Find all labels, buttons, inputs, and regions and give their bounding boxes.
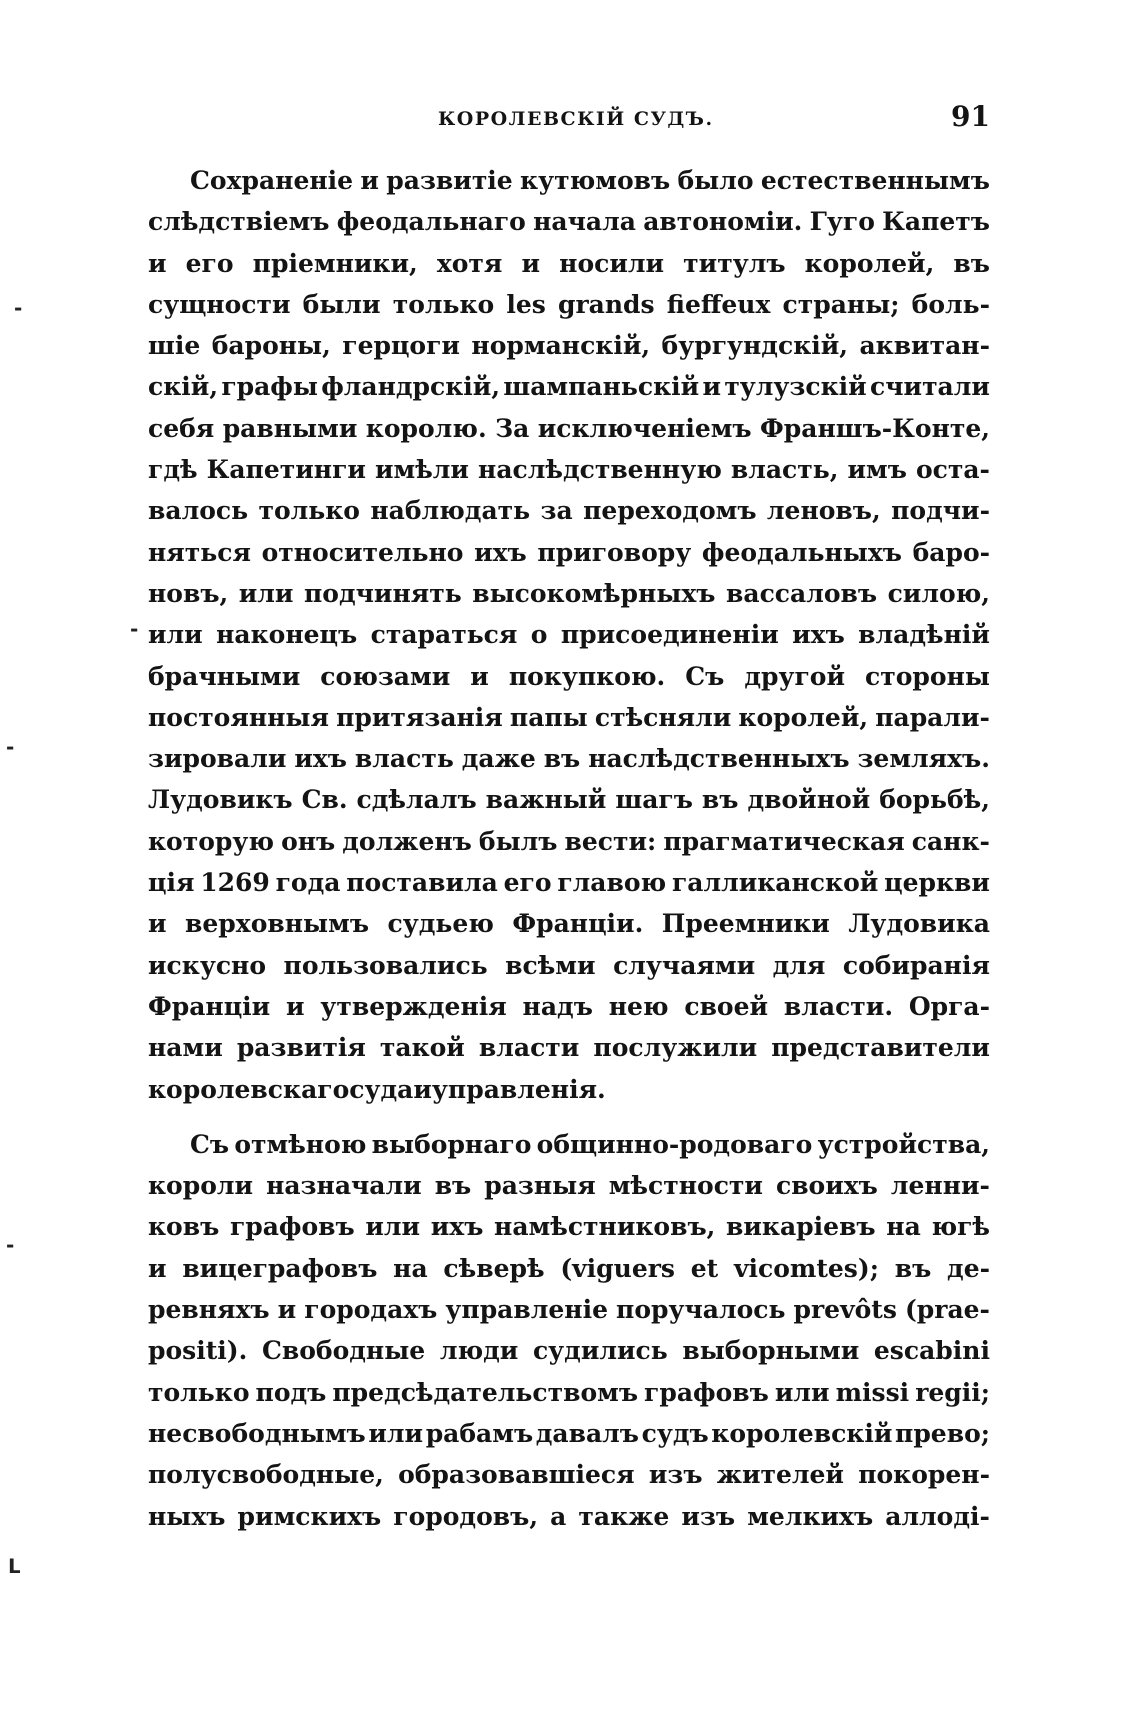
word: покорен- xyxy=(858,1460,990,1490)
page-number: 91 xyxy=(951,100,990,133)
word: нами xyxy=(148,1033,223,1063)
page-header xyxy=(148,100,990,140)
word: власти xyxy=(478,1033,580,1063)
word: которую xyxy=(148,826,275,856)
body-text xyxy=(148,160,990,1537)
word: развитіе xyxy=(386,166,513,195)
word: prevôts xyxy=(793,1295,897,1325)
word: королю. xyxy=(365,413,487,443)
word: шагъ xyxy=(615,785,693,815)
text-line xyxy=(148,490,990,531)
text-line xyxy=(148,1413,990,1454)
word: на xyxy=(393,1253,428,1283)
word: въ xyxy=(434,1171,472,1201)
text-line xyxy=(148,945,990,986)
word: викаріевъ xyxy=(726,1212,876,1242)
word: полусвободные, xyxy=(148,1460,384,1490)
word: въ xyxy=(894,1253,932,1283)
word: ихъ xyxy=(792,620,845,650)
word: positi). xyxy=(148,1336,248,1366)
word: судьею xyxy=(387,909,494,939)
word: рабамъ xyxy=(425,1418,534,1448)
word: брачными xyxy=(148,661,301,691)
text-line xyxy=(148,449,990,490)
word: леновъ, xyxy=(766,496,881,526)
word: силою, xyxy=(887,578,990,608)
word: носили xyxy=(559,248,665,278)
word: власть, xyxy=(730,455,839,485)
word: онъ xyxy=(281,826,336,856)
word: судъ xyxy=(641,1418,709,1448)
word: ленни- xyxy=(890,1171,990,1201)
margin-mark: - xyxy=(14,296,23,320)
word: стѣсняли xyxy=(594,702,732,732)
word: мѣстности xyxy=(608,1171,763,1201)
word: зировали xyxy=(148,744,287,774)
word: 1269 xyxy=(200,868,270,898)
word: земляхъ. xyxy=(857,744,990,774)
text-line xyxy=(148,738,990,779)
word: поставила xyxy=(346,868,498,898)
word: римскихъ xyxy=(237,1501,382,1531)
word: разныя xyxy=(484,1171,596,1201)
word: тулузскій xyxy=(724,372,867,402)
word: мелкихъ xyxy=(747,1501,874,1531)
word: няться xyxy=(148,537,251,567)
word: власть xyxy=(354,744,454,774)
text-line xyxy=(148,656,990,697)
word: наслѣдственную xyxy=(478,455,722,485)
word: его xyxy=(503,868,552,898)
word: ихъ xyxy=(474,537,527,567)
word: назначали xyxy=(266,1171,422,1201)
word: страны; xyxy=(782,289,900,319)
word: подчи- xyxy=(891,496,990,526)
word: поручалось xyxy=(616,1295,786,1325)
word: относительно xyxy=(261,537,464,567)
word: Свободные xyxy=(261,1336,426,1366)
word: былъ xyxy=(478,826,558,856)
word: высокомѣрныхъ xyxy=(472,578,716,608)
word: въ xyxy=(953,248,990,278)
word: искусно xyxy=(148,950,267,980)
word: верховнымъ xyxy=(185,909,369,939)
text-line xyxy=(148,821,990,862)
word: отмѣною xyxy=(234,1129,367,1159)
word: и xyxy=(521,248,541,278)
word: главою xyxy=(557,868,667,898)
margin-mark: - xyxy=(130,617,139,641)
word: ція xyxy=(148,868,195,898)
word: и xyxy=(148,248,167,278)
paragraph xyxy=(148,160,990,1110)
word: наблюдать xyxy=(370,496,531,526)
word: гдѣ xyxy=(148,455,198,485)
word: escabini xyxy=(873,1336,990,1366)
word: vicomtes); xyxy=(733,1253,879,1283)
word: Капетинги xyxy=(206,455,366,485)
word: жителей xyxy=(716,1460,844,1490)
word: пользовались xyxy=(283,950,488,980)
word: Франшъ-Конте, xyxy=(760,413,990,443)
word: les xyxy=(506,289,546,319)
word: прево; xyxy=(895,1418,990,1448)
word: скій, xyxy=(148,372,219,402)
paragraph xyxy=(148,1124,990,1537)
margin-mark: ᒪ xyxy=(8,1554,21,1578)
word: представители xyxy=(771,1033,990,1063)
word: только xyxy=(392,289,495,319)
word: несвободнымъ xyxy=(148,1418,366,1448)
text-line xyxy=(148,284,990,325)
word: развитія xyxy=(236,1033,366,1063)
word: королей, xyxy=(738,702,869,732)
word: или xyxy=(238,578,294,608)
word: исключеніемъ xyxy=(537,413,752,443)
word: Лудовика xyxy=(848,909,990,939)
word: и xyxy=(360,166,379,195)
word: выборнаго xyxy=(371,1129,532,1159)
word: считали xyxy=(870,372,990,402)
word: Преемники xyxy=(661,909,830,939)
word: сущности xyxy=(148,289,291,319)
word: было xyxy=(677,166,754,195)
text-line xyxy=(148,1289,990,1330)
word: ихъ xyxy=(430,1212,484,1242)
word: суда xyxy=(349,1074,414,1104)
word: устройства, xyxy=(817,1129,990,1159)
text-line xyxy=(148,1165,990,1206)
text-line xyxy=(148,1454,990,1495)
word: Франціи. xyxy=(512,909,644,939)
word: и xyxy=(148,1253,167,1283)
word: Съ xyxy=(685,661,725,691)
word: Гуго xyxy=(809,207,875,237)
word: власти. xyxy=(783,991,894,1021)
word: и xyxy=(470,661,489,691)
word: притязанія xyxy=(336,702,503,732)
word: даже xyxy=(461,744,536,774)
word: графы xyxy=(221,372,318,402)
word: Съ xyxy=(190,1129,230,1159)
word: своей xyxy=(684,991,769,1021)
text-line xyxy=(148,408,990,449)
word: (viguers xyxy=(560,1253,675,1283)
word: предсѣдательствомъ xyxy=(332,1377,639,1407)
word: изъ xyxy=(681,1501,736,1531)
word: или xyxy=(148,620,203,650)
paragraph-gap xyxy=(148,1110,990,1124)
word: короли xyxy=(148,1171,254,1201)
word: изъ xyxy=(648,1460,703,1490)
word: въ xyxy=(701,785,739,815)
word: собиранія xyxy=(842,950,990,980)
word: regii; xyxy=(915,1377,990,1407)
word: бургундскій, xyxy=(661,331,848,361)
word: его xyxy=(185,248,234,278)
word: бароны, xyxy=(211,331,331,361)
text-line xyxy=(148,1372,990,1413)
word: шампаньскій xyxy=(503,372,700,402)
word: года xyxy=(275,868,341,898)
word: двойной xyxy=(747,785,871,815)
word: люди xyxy=(439,1336,519,1366)
word: слѣдствіемъ xyxy=(148,207,330,237)
word: де- xyxy=(947,1253,990,1283)
text-line xyxy=(148,986,990,1027)
word: равными xyxy=(222,413,358,443)
word: ихъ xyxy=(294,744,347,774)
word: Орга- xyxy=(908,991,990,1021)
word: для xyxy=(772,950,826,980)
word: и xyxy=(277,1295,297,1325)
text-line xyxy=(148,1248,990,1289)
word: сѣверѣ xyxy=(443,1253,545,1283)
text-line xyxy=(148,201,990,242)
word: боль- xyxy=(911,289,990,319)
text-line xyxy=(148,862,990,903)
word: переходомъ xyxy=(583,496,757,526)
text-line xyxy=(148,903,990,944)
word: за xyxy=(540,496,573,526)
word: всѣми xyxy=(505,950,596,980)
word: а xyxy=(550,1501,567,1531)
word: ныхъ xyxy=(148,1501,226,1531)
word: надъ xyxy=(522,991,593,1021)
word: церкви xyxy=(884,868,990,898)
word: прагматическая xyxy=(663,826,905,856)
text-line xyxy=(148,1206,990,1247)
text-line xyxy=(148,779,990,820)
word: общинно-родоваго xyxy=(536,1129,813,1159)
word: шіе xyxy=(148,331,201,361)
word: Капетъ xyxy=(882,207,990,237)
word: missi xyxy=(835,1377,910,1407)
word: графовъ xyxy=(644,1377,769,1407)
word: королей, xyxy=(804,248,935,278)
word: городовъ, xyxy=(393,1501,539,1531)
text-line xyxy=(148,532,990,573)
word: стараться xyxy=(370,620,518,650)
word: Франціи xyxy=(148,991,271,1021)
word: давалъ xyxy=(535,1418,639,1448)
word: въ xyxy=(543,744,581,774)
word: имъ xyxy=(847,455,907,485)
word: своихъ xyxy=(775,1171,878,1201)
word: образовавшіеся xyxy=(398,1460,635,1490)
word: ковъ xyxy=(148,1212,220,1242)
word: кутюмовъ xyxy=(520,166,671,195)
text-line xyxy=(148,160,990,201)
word: себя xyxy=(148,413,215,443)
word: наконецъ xyxy=(216,620,358,650)
word: фландрскій, xyxy=(321,372,501,402)
word: стороны xyxy=(865,661,990,691)
word: галликанской xyxy=(671,868,879,898)
word: на xyxy=(886,1212,921,1242)
word: союзами xyxy=(320,661,451,691)
word: феодальнаго xyxy=(336,207,526,237)
text-line xyxy=(148,1069,990,1110)
word: и xyxy=(413,1074,432,1104)
word: имѣли xyxy=(374,455,469,485)
word: борьбѣ, xyxy=(879,785,990,815)
word: вицеграфовъ xyxy=(182,1253,378,1283)
word: выборными xyxy=(682,1336,860,1366)
word: или xyxy=(368,1418,424,1448)
word: хотя xyxy=(436,248,503,278)
word: югѣ xyxy=(931,1212,990,1242)
word: вести: xyxy=(564,826,657,856)
word: случаями xyxy=(613,950,756,980)
word: автономіи. xyxy=(643,207,803,237)
word: et xyxy=(690,1253,719,1283)
text-line xyxy=(148,1124,990,1165)
text-line xyxy=(148,614,990,655)
text-line xyxy=(148,366,990,407)
word: или xyxy=(774,1377,830,1407)
word: и xyxy=(148,909,167,939)
word: сдѣлалъ xyxy=(356,785,477,815)
text-line xyxy=(148,573,990,614)
text-line xyxy=(148,1496,990,1537)
word: папы xyxy=(509,702,588,732)
word: и xyxy=(702,372,722,402)
word: приговору xyxy=(537,537,692,567)
word: санк- xyxy=(911,826,990,856)
running-head: КОРОЛЕВСКІЙ СУДЪ. xyxy=(438,108,714,130)
word: аквитан- xyxy=(859,331,990,361)
word: судились xyxy=(532,1336,668,1366)
text-line xyxy=(148,325,990,366)
word: только xyxy=(258,496,360,526)
word: владѣній xyxy=(858,620,990,650)
text-line xyxy=(148,1330,990,1371)
word: долженъ xyxy=(342,826,472,856)
word: или xyxy=(365,1212,421,1242)
word: начала xyxy=(533,207,636,237)
word: присоединеніи xyxy=(560,620,779,650)
word: управленія. xyxy=(431,1074,606,1104)
word: важный xyxy=(485,785,607,815)
word: Сохраненіе xyxy=(190,166,354,195)
word: такой xyxy=(379,1033,465,1063)
word: герцоги xyxy=(342,331,460,361)
word: новъ, xyxy=(148,578,229,608)
text-line xyxy=(148,697,990,738)
word: городахъ xyxy=(304,1295,438,1325)
word: валось xyxy=(148,496,249,526)
word: управленіе xyxy=(445,1295,608,1325)
word: подъ xyxy=(255,1377,327,1407)
word: королевскаго xyxy=(148,1074,350,1104)
text-line xyxy=(148,243,990,284)
word: королевскій xyxy=(711,1418,893,1448)
word: утвержденія xyxy=(320,991,507,1021)
word: fieffeux xyxy=(666,289,771,319)
word: наслѣдственныхъ xyxy=(588,744,850,774)
word: только xyxy=(148,1377,250,1407)
word: постоянныя xyxy=(148,702,329,732)
word: За xyxy=(495,413,530,443)
word: Св. xyxy=(301,785,348,815)
word: Лудовикъ xyxy=(148,785,293,815)
word: намѣстниковъ, xyxy=(494,1212,716,1242)
word: титулъ xyxy=(683,248,786,278)
word: подчинять xyxy=(303,578,462,608)
margin-mark: - xyxy=(6,1233,15,1257)
word: (prae- xyxy=(904,1295,990,1325)
word: парали- xyxy=(875,702,990,732)
word: пріемники, xyxy=(252,248,418,278)
margin-mark: - xyxy=(6,735,15,759)
word: и xyxy=(286,991,305,1021)
word: послужили xyxy=(593,1033,758,1063)
text-line xyxy=(148,1027,990,1068)
word: оста- xyxy=(915,455,990,485)
word: баро- xyxy=(912,537,990,567)
word: ревняхъ xyxy=(148,1295,270,1325)
word: аллоді- xyxy=(885,1501,990,1531)
word: феодальныхъ xyxy=(701,537,902,567)
word: норманскій, xyxy=(471,331,651,361)
word: вассаловъ xyxy=(726,578,878,608)
word: также xyxy=(578,1501,670,1531)
word: были xyxy=(302,289,381,319)
word: покупкою. xyxy=(508,661,666,691)
word: о xyxy=(530,620,548,650)
word: нею xyxy=(608,991,669,1021)
word: графовъ xyxy=(229,1212,355,1242)
word: другой xyxy=(744,661,846,691)
word: grands xyxy=(558,289,655,319)
word: естественнымъ xyxy=(760,166,990,195)
